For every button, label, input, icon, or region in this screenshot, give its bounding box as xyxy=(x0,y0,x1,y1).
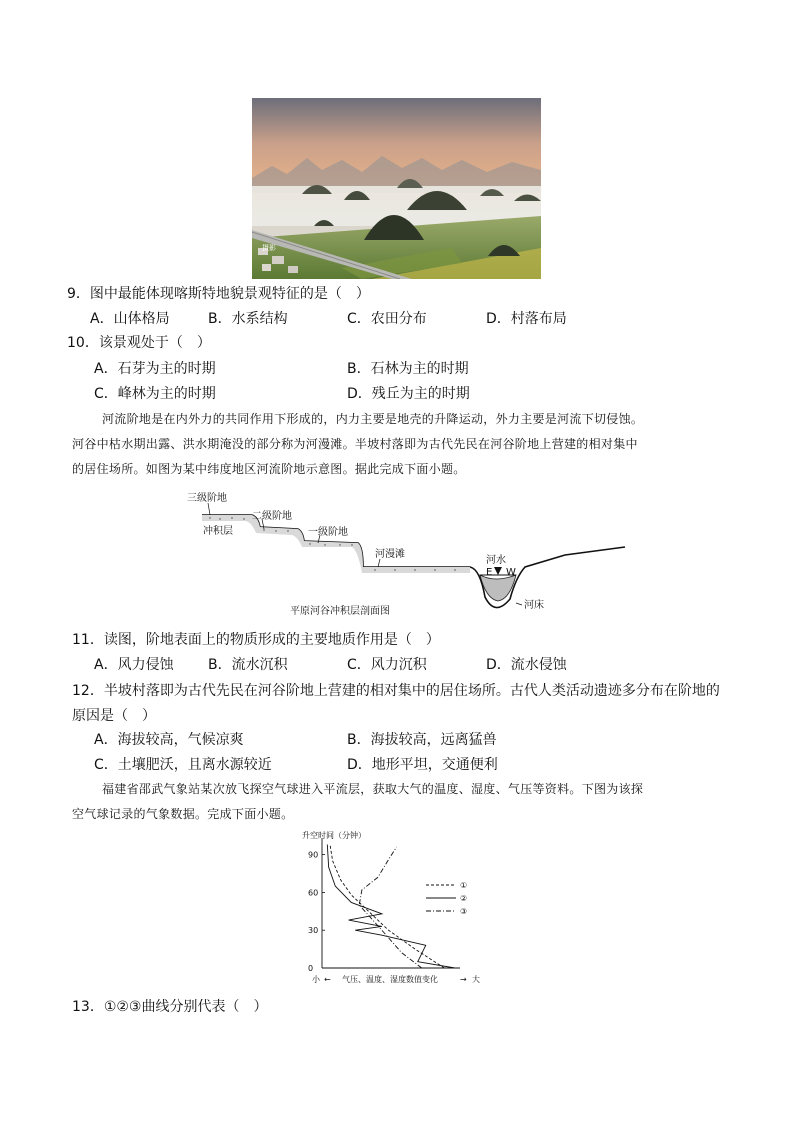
label-sediment: 冲积层 xyxy=(203,526,233,537)
passage-2-line-2: 空气球记录的气象数据。完成下面小题。 xyxy=(72,807,294,821)
label-east: E xyxy=(486,567,493,578)
option-c[interactable]: C．风力沉积 xyxy=(347,657,427,673)
passage-1-line-2: 河谷中枯水期出露、洪水期淹没的部分称为河漫滩。半坡村落即为古代先民在河谷阶地上营建的相对集中 xyxy=(72,437,638,451)
label-riverbed: 河床 xyxy=(524,600,544,611)
photo-watermark: 摄影 xyxy=(262,244,276,252)
question-number: 11． xyxy=(72,632,104,648)
question-text: 该景观处于（ ） xyxy=(98,335,211,351)
label-floodplain: 河漫滩 xyxy=(375,549,405,560)
balloon-chart xyxy=(300,830,500,990)
option-c[interactable]: C．峰林为主的时期 xyxy=(94,386,216,402)
option-b[interactable]: B．水系结构 xyxy=(208,311,288,327)
y-tick-label: 60 xyxy=(308,888,319,898)
question-number: 12． xyxy=(72,683,104,699)
question-number: 10． xyxy=(67,335,99,351)
chart-xlabel: 气压、温度、湿度数值变化 xyxy=(342,975,438,984)
option-b[interactable]: B．石林为主的时期 xyxy=(347,361,469,377)
series-line-3 xyxy=(359,847,422,968)
question-text: ①②③曲线分别代表（ ） xyxy=(103,999,268,1015)
question-number: 9． xyxy=(67,286,90,302)
question-9 xyxy=(67,284,370,304)
karst-photo-illustration xyxy=(252,98,541,279)
option-a[interactable]: A．石芽为主的时期 xyxy=(94,361,216,377)
question-11 xyxy=(72,630,440,650)
label-west: W xyxy=(506,567,516,578)
option-c[interactable]: C．土壤肥沃，且离水源较近 xyxy=(94,757,272,773)
question-number: 13． xyxy=(72,999,104,1015)
passage-2-line-1: 福建省邵武气象站某次放飞探空气球进入平流层，获取大气的温度、湿度、气压等资料。下图为该探 xyxy=(102,782,644,796)
question-text-line-1: 半坡村落即为古代先民在河谷阶地上营建的相对集中的居住场所。古代人类活动遗迹多分布在阶地的 xyxy=(103,683,720,699)
chart-ylabel: 升空时间（分钟） xyxy=(302,831,366,840)
label-first-terrace: 一级阶地 xyxy=(308,527,348,538)
option-d[interactable]: D．残丘为主的时期 xyxy=(347,386,470,402)
passage-1-line-3: 的居住场所。如图为某中纬度地区河流阶地示意图。据此完成下面小题。 xyxy=(72,462,466,476)
option-a[interactable]: A．山体格局 xyxy=(90,311,170,327)
question-10 xyxy=(67,333,211,353)
river-terrace-diagram xyxy=(180,487,630,622)
passage-1-line-1: 河流阶地是在内外力的共同作用下形成的，内力主要是地壳的升降运动，外力主要是河流下切侵蚀。 xyxy=(102,412,644,426)
question-12 xyxy=(72,681,720,701)
label-river: 河水 xyxy=(486,555,506,566)
series-line-1 xyxy=(330,845,444,968)
legend-label-1: ① xyxy=(460,881,468,890)
legend-label-2: ② xyxy=(460,894,468,903)
option-d[interactable]: D．村落布局 xyxy=(486,311,567,327)
option-d[interactable]: D．地形平坦，交通便利 xyxy=(347,757,498,773)
diagram-caption: 平原河谷冲积层剖面图 xyxy=(290,606,390,617)
x-arrow-right: → xyxy=(460,975,467,984)
chart-xlabel-small: 小 xyxy=(312,975,320,984)
option-a[interactable]: A．海拔较高，气候凉爽 xyxy=(94,732,244,748)
option-c[interactable]: C．农田分布 xyxy=(347,311,427,327)
y-tick-label: 0 xyxy=(308,964,314,973)
label-second-terrace: 二级阶地 xyxy=(252,511,292,522)
legend-label-3: ③ xyxy=(460,907,468,916)
question-12-line-2: 原因是（ ） xyxy=(72,708,156,724)
question-text: 图中最能体现喀斯特地貌景观特征的是（ ） xyxy=(89,286,370,302)
karst-landscape-photo xyxy=(252,98,541,279)
question-13 xyxy=(72,997,267,1017)
y-tick-label: 90 xyxy=(308,850,319,860)
option-d[interactable]: D．流水侵蚀 xyxy=(486,657,567,673)
option-b[interactable]: B．海拔较高，远离猛兽 xyxy=(347,732,497,748)
option-a[interactable]: A．风力侵蚀 xyxy=(94,657,174,673)
x-arrow-left: ← xyxy=(324,975,331,984)
y-tick-label: 30 xyxy=(308,926,319,936)
option-b[interactable]: B．流水沉积 xyxy=(208,657,288,673)
label-third-terrace: 三级阶地 xyxy=(187,493,227,504)
chart-xlabel-large: 大 xyxy=(472,975,480,984)
question-text: 读图，阶地表面上的物质形成的主要地质作用是（ ） xyxy=(103,632,440,648)
series-line-2 xyxy=(327,845,455,968)
